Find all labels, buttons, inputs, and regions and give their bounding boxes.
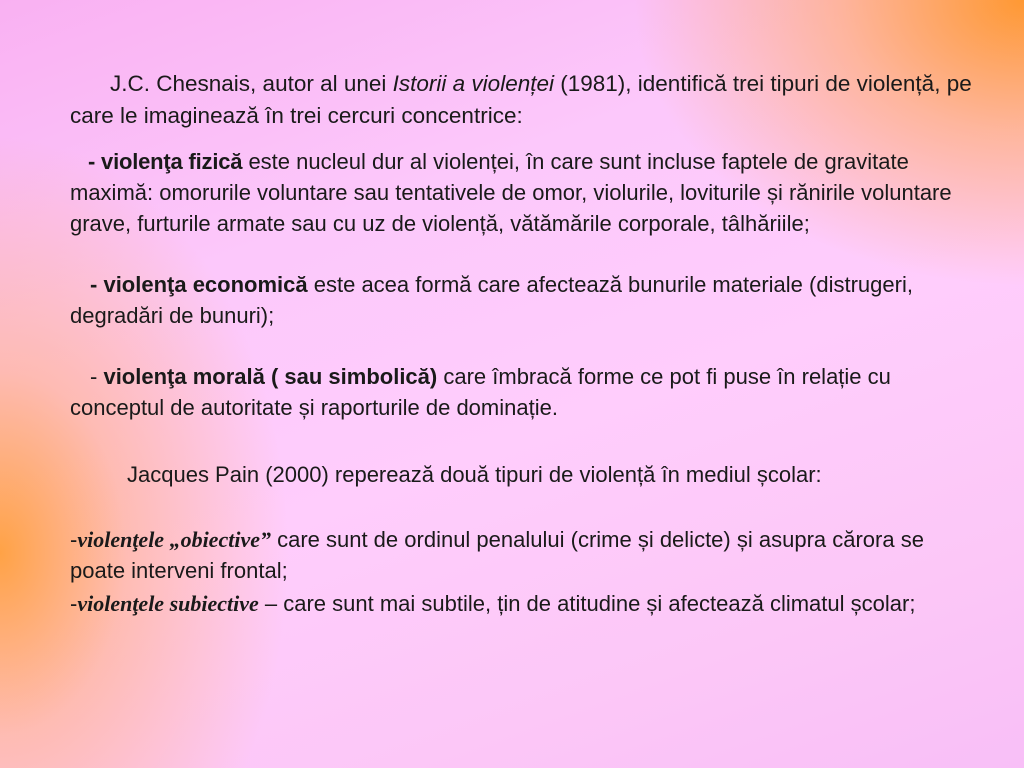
intro-paragraph — [70, 68, 985, 132]
slide-body — [70, 68, 985, 619]
objective-violence-label: violenţele „obiective” — [77, 527, 271, 552]
economic-violence-item — [70, 269, 985, 331]
item-text: care sunt de ordinul penalului (crime și delicte) și asupra cărora se poate interveni frontal; — [70, 527, 924, 583]
subjective-violence-label: violenţele subiective — [77, 591, 259, 616]
moral-violence-item — [70, 361, 985, 423]
subjective-violence-item — [70, 588, 985, 619]
pain-paragraph: Jacques Pain (2000) reperează două tipuri de violență în mediul școlar: — [127, 462, 822, 487]
item-title: violenţa fizică — [101, 149, 243, 174]
item-text: care îmbracă forme ce pot fi puse în relație cu conceptul de autoritate și raporturile de dominație. — [70, 364, 891, 420]
item-text: – care sunt mai subtile, țin de atitudine și afectează climatul școlar; — [258, 591, 916, 616]
economic-violence-title — [90, 272, 308, 297]
physical-violence-title — [88, 149, 242, 174]
book-title: Istorii a violenței — [392, 71, 554, 96]
item-dash: - — [88, 149, 102, 174]
item-dash: - — [70, 591, 78, 616]
item-dash: - — [90, 364, 104, 389]
item-title: violenţa economică — [103, 272, 308, 297]
intro-after: (1981), identifică trei tipuri de violență, pe care le imaginează în trei cercuri concentrice: — [70, 71, 972, 128]
intro-before: J.C. Chesnais, autor al unei — [110, 71, 393, 96]
physical-violence-item — [70, 146, 985, 239]
objective-violence-item — [70, 524, 985, 586]
item-dash: - — [70, 527, 78, 552]
item-text: este acea formă care afectează bunurile materiale (distrugeri, degradări de bunuri); — [70, 272, 913, 328]
item-dash: - — [90, 272, 104, 297]
item-text: este nucleul dur al violenței, în care sunt incluse faptele de gravitate maximă: omorurile voluntare sau tentativele de omor, violurile, loviturile și rănirile voluntare grave, furturile armate sau cu uz de violență, vătămările corporale, tâlhăriile; — [70, 149, 952, 236]
moral-violence-title: violenţa morală ( sau simbolică) — [103, 364, 438, 389]
